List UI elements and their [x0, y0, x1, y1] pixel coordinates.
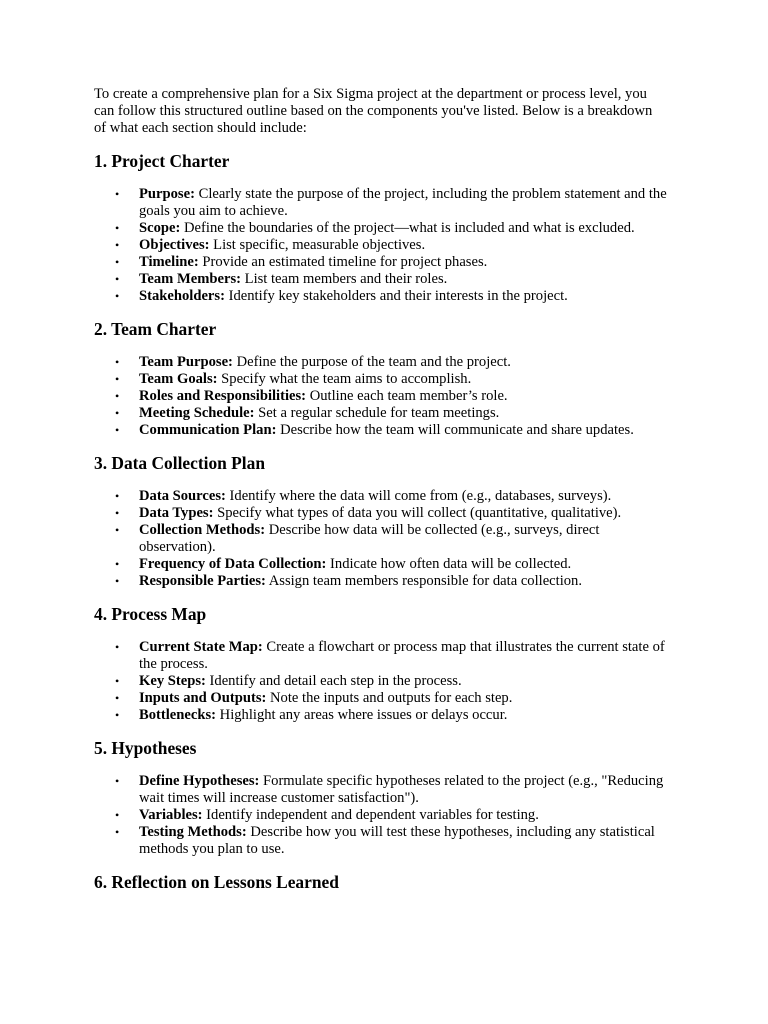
list-item [115, 422, 667, 439]
bullet-icon: • [115, 640, 120, 654]
bullet-icon: • [115, 221, 120, 235]
item-label: Meeting Schedule: [139, 405, 255, 421]
list-item [115, 773, 667, 807]
item-label: Data Types: [139, 505, 214, 521]
list-item [115, 354, 667, 371]
section-team-charter [94, 319, 768, 439]
item-text: Specify what types of data you will collect (quantitative, qualitative). [213, 505, 622, 521]
list-item [115, 573, 667, 590]
section-process-map [94, 604, 768, 724]
item-label: Define Hypotheses: [139, 773, 260, 789]
bullet-icon: • [115, 187, 120, 201]
item-label: Purpose: [139, 186, 195, 202]
bullet-icon: • [115, 825, 120, 839]
bullet-icon: • [115, 523, 120, 537]
item-text: Identify and detail each step in the process. [205, 673, 462, 689]
item-label: Scope: [139, 220, 181, 236]
bullet-icon: • [115, 406, 120, 420]
item-label: Data Sources: [139, 488, 226, 504]
bullet-icon: • [115, 489, 120, 503]
intro-paragraph: To create a comprehensive plan for a Six Sigma project at the department or process level, you can follow this structured outline based on the components you've listed. Below is a breakdown of what each section should include: [94, 86, 653, 136]
item-text: Provide an estimated timeline for project phases. [198, 254, 488, 270]
list-item [115, 254, 667, 271]
list-item [115, 824, 667, 858]
bullet-icon: • [115, 423, 120, 437]
section-heading: 4. Process Map [94, 604, 207, 624]
bullet-icon: • [115, 557, 120, 571]
section-lessons-learned [94, 872, 768, 892]
section-project-charter [94, 151, 768, 305]
bullet-icon: • [115, 774, 120, 788]
item-text: List team members and their roles. [241, 271, 448, 287]
section-data-collection-plan [94, 453, 768, 590]
item-label: Testing Methods: [139, 824, 247, 840]
list-item [115, 488, 667, 505]
bullet-list [94, 773, 768, 858]
item-text: Describe how the team will communicate and share updates. [276, 422, 634, 438]
item-label: Collection Methods: [139, 522, 266, 538]
bullet-icon: • [115, 289, 120, 303]
item-text: Define the boundaries of the project—what is included and what is excluded. [180, 220, 635, 236]
bullet-icon: • [115, 255, 120, 269]
item-text: Identify key stakeholders and their interests in the project. [224, 288, 568, 304]
section-heading: 6. Reflection on Lessons Learned [94, 872, 339, 892]
list-item [115, 505, 667, 522]
bullet-icon: • [115, 355, 120, 369]
bullet-icon: • [115, 238, 120, 252]
list-item [115, 522, 667, 556]
item-label: Stakeholders: [139, 288, 225, 304]
list-item [115, 556, 667, 573]
list-item [115, 186, 667, 220]
section-heading: 5. Hypotheses [94, 738, 197, 758]
bullet-icon: • [115, 691, 120, 705]
bullet-icon: • [115, 674, 120, 688]
item-text: Note the inputs and outputs for each step. [266, 690, 513, 706]
section-hypotheses [94, 738, 768, 858]
bullet-icon: • [115, 708, 120, 722]
item-label: Bottlenecks: [139, 707, 217, 723]
item-label: Timeline: [139, 254, 199, 270]
section-heading: 2. Team Charter [94, 319, 217, 339]
item-label: Key Steps: [139, 673, 206, 689]
item-text: Describe how data will be collected (e.g., surveys, direct observation). [139, 522, 600, 555]
item-label: Objectives: [139, 237, 210, 253]
section-heading: 3. Data Collection Plan [94, 453, 265, 473]
item-text: Describe how you will test these hypotheses, including any statistical methods you plan to use. [139, 824, 655, 857]
item-text: Assign team members responsible for data collection. [265, 573, 583, 589]
item-text: Highlight any areas where issues or delays occur. [216, 707, 508, 723]
list-item [115, 388, 667, 405]
item-label: Team Goals: [139, 371, 218, 387]
item-text: Set a regular schedule for team meetings. [254, 405, 500, 421]
list-item [115, 288, 667, 305]
bullet-icon: • [115, 506, 120, 520]
item-label: Team Purpose: [139, 354, 233, 370]
item-label: Communication Plan: [139, 422, 277, 438]
item-text: Indicate how often data will be collected. [326, 556, 572, 572]
list-item [115, 220, 667, 237]
list-item [115, 673, 667, 690]
item-label: Frequency of Data Collection: [139, 556, 327, 572]
item-label: Team Members: [139, 271, 241, 287]
bullet-icon: • [115, 389, 120, 403]
list-item [115, 639, 667, 673]
list-item [115, 690, 667, 707]
list-item [115, 807, 667, 824]
item-label: Variables: [139, 807, 203, 823]
bullet-list [94, 639, 768, 724]
item-text: Formulate specific hypotheses related to the project (e.g., "Reducing wait times will increase customer satisfaction"). [139, 773, 664, 806]
item-text: Define the purpose of the team and the project. [232, 354, 511, 370]
bullet-icon: • [115, 574, 120, 588]
list-item [115, 405, 667, 422]
item-text: Outline each team member’s role. [306, 388, 508, 404]
item-text: List specific, measurable objectives. [209, 237, 426, 253]
item-text: Create a flowchart or process map that illustrates the current state of the process. [139, 639, 665, 672]
bullet-list [94, 186, 768, 305]
item-label: Roles and Responsibilities: [139, 388, 307, 404]
bullet-icon: • [115, 372, 120, 386]
list-item [115, 707, 667, 724]
item-label: Responsible Parties: [139, 573, 266, 589]
item-text: Identify independent and dependent variables for testing. [202, 807, 539, 823]
item-label: Inputs and Outputs: [139, 690, 267, 706]
bullet-list [94, 354, 768, 439]
bullet-icon: • [115, 272, 120, 286]
list-item [115, 237, 667, 254]
item-label: Current State Map: [139, 639, 263, 655]
list-item [115, 371, 667, 388]
item-text: Specify what the team aims to accomplish. [217, 371, 472, 387]
item-text: Clearly state the purpose of the project, including the problem statement and the goals you aim to achieve. [139, 186, 667, 219]
list-item [115, 271, 667, 288]
item-text: Identify where the data will come from (e.g., databases, surveys). [225, 488, 612, 504]
section-heading: 1. Project Charter [94, 151, 230, 171]
bullet-list [94, 488, 768, 590]
bullet-icon: • [115, 808, 120, 822]
